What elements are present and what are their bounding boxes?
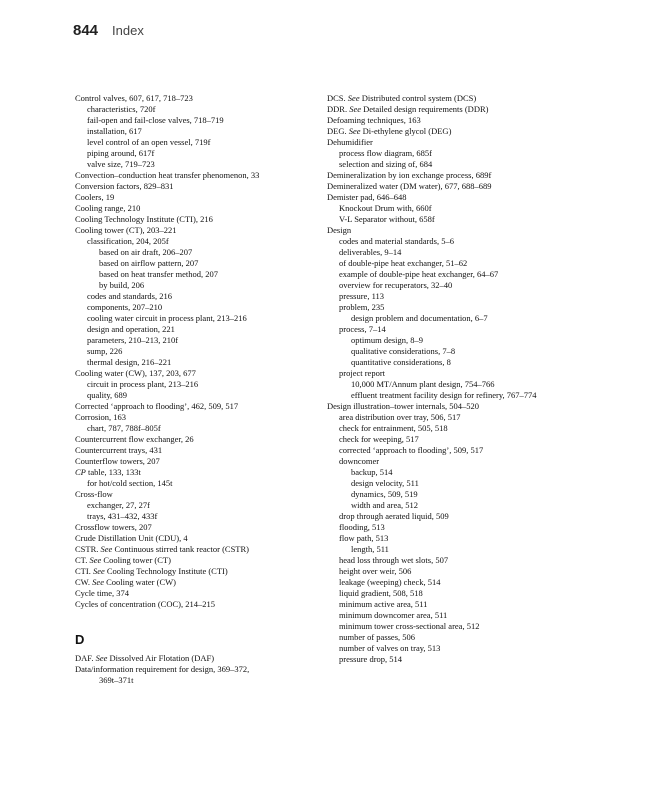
entry-text: Dehumidifier	[327, 137, 373, 147]
index-entry	[75, 214, 320, 225]
index-entry	[75, 269, 320, 280]
entry-italic: See	[347, 93, 360, 103]
index-entry	[327, 148, 577, 159]
entry-text: Dissolved Air Flotation (DAF)	[107, 653, 215, 663]
entry-text: deliverables, 9–14	[339, 247, 402, 257]
entry-text: components, 207–210	[87, 302, 163, 312]
entry-prefix: CT.	[75, 555, 90, 565]
index-entry	[327, 93, 577, 104]
index-entry	[75, 544, 320, 555]
index-entry	[75, 566, 320, 577]
entry-text: V-L Separator without, 658f	[339, 214, 435, 224]
index-entry	[75, 368, 320, 379]
index-entry	[75, 247, 320, 258]
entry-prefix: DDR.	[327, 104, 350, 114]
entry-text: Cooling water (CW)	[103, 577, 176, 587]
entry-text: Countercurrent flow exchanger, 26	[75, 434, 194, 444]
entry-text: exchanger, 27, 27f	[87, 500, 150, 510]
entry-text: downcomer	[339, 456, 380, 466]
index-entry	[327, 346, 577, 357]
index-entry	[327, 610, 577, 621]
entry-text: Crossflow towers, 207	[75, 522, 152, 532]
index-entry	[75, 379, 320, 390]
index-entry	[75, 280, 320, 291]
entry-text: Cycles of concentration (COC), 214–215	[75, 599, 215, 609]
index-entry	[327, 533, 577, 544]
entry-text: design and operation, 221	[87, 324, 175, 334]
index-entry	[75, 159, 320, 170]
entry-text: codes and material standards, 5–6	[339, 236, 454, 246]
index-entry	[327, 104, 577, 115]
index-entry	[75, 346, 320, 357]
index-entry	[75, 291, 320, 302]
entry-text: Cross-flow	[75, 489, 113, 499]
entry-italic: See	[92, 566, 105, 576]
entry-text: Corrected ‘approach to flooding’, 462, 509, 517	[75, 401, 239, 411]
index-column-left	[75, 93, 320, 686]
entry-italic: See	[348, 126, 361, 136]
entry-text: dynamics, 509, 519	[351, 489, 418, 499]
entry-text: Knockout Drum with, 660f	[339, 203, 432, 213]
entry-text: pressure drop, 514	[339, 654, 403, 664]
entry-text: project report	[339, 368, 386, 378]
entry-text: minimum active area, 511	[339, 599, 428, 609]
index-entry	[75, 664, 320, 675]
entry-text: based on heat transfer method, 207	[99, 269, 218, 279]
entry-text: head loss through wet slots, 507	[339, 555, 449, 565]
entry-text: minimum downcomer area, 511	[339, 610, 448, 620]
index-entry	[327, 401, 577, 412]
entry-text: Countercurrent trays, 431	[75, 445, 163, 455]
index-entry	[75, 522, 320, 533]
index-entry	[75, 115, 320, 126]
entry-text: Control valves, 607, 617, 718–723	[75, 93, 193, 103]
entry-text: length, 511	[351, 544, 389, 554]
page-number: 844	[73, 22, 99, 39]
index-entry	[75, 489, 320, 500]
index-entry	[327, 467, 577, 478]
index-entry	[327, 247, 577, 258]
index-entry	[75, 456, 320, 467]
entry-text: number of valves on tray, 513	[339, 643, 441, 653]
entry-text: example of double-pipe heat exchanger, 64–67	[339, 269, 499, 279]
entry-text: Corrosion, 163	[75, 412, 126, 422]
entry-text: Cooling tower (CT)	[101, 555, 171, 565]
index-entry	[327, 357, 577, 368]
section-letter: D	[75, 632, 85, 647]
entry-text: width and area, 512	[351, 500, 419, 510]
running-head: Index	[112, 23, 144, 38]
index-entry	[75, 170, 320, 181]
entry-text: process, 7–14	[339, 324, 386, 334]
entry-text: area distribution over tray, 506, 517	[339, 412, 461, 422]
entry-text: Counterflow towers, 207	[75, 456, 160, 466]
index-entry	[327, 434, 577, 445]
index-entry	[75, 599, 320, 610]
index-entry	[75, 181, 320, 192]
entry-text: liquid gradient, 508, 518	[339, 588, 423, 598]
index-entry	[327, 555, 577, 566]
page-header	[73, 22, 144, 44]
index-entry	[75, 675, 320, 686]
index-entry	[75, 478, 320, 489]
index-entry	[327, 225, 577, 236]
entry-text: Cooling water (CW), 137, 203, 677	[75, 368, 196, 378]
entry-text: number of passes, 506	[339, 632, 416, 642]
entry-text: check for weeping, 517	[339, 434, 419, 444]
entry-text: backup, 514	[351, 467, 393, 477]
index-entry	[75, 390, 320, 401]
entry-text: Distributed control system (DCS)	[359, 93, 477, 103]
entry-text: table, 133, 133t	[85, 467, 141, 477]
entry-text: Di-ethylene glycol (DEG)	[360, 126, 452, 136]
entry-text: Demineralization by ion exchange process, 689f	[327, 170, 492, 180]
index-entry	[75, 137, 320, 148]
index-entry	[327, 654, 577, 665]
index-entry	[327, 489, 577, 500]
index-entry	[75, 577, 320, 588]
index-entry	[327, 621, 577, 632]
entry-prefix: DCS.	[327, 93, 348, 103]
entry-italic: See	[100, 544, 113, 554]
entry-text: Convection–conduction heat transfer phenomenon, 33	[75, 170, 260, 180]
index-entry	[327, 214, 577, 225]
entry-text: cooling water circuit in process plant, 213–216	[87, 313, 247, 323]
entry-text: Design illustration–tower internals, 504–520	[327, 401, 480, 411]
entry-text: for hot/cold section, 145t	[87, 478, 173, 488]
entry-text: piping around, 617f	[87, 148, 155, 158]
index-entry	[75, 500, 320, 511]
entry-text: Demister pad, 646–648	[327, 192, 407, 202]
index-entry	[327, 192, 577, 203]
index-entry	[75, 511, 320, 522]
index-entry	[75, 192, 320, 203]
index-entry	[327, 115, 577, 126]
index-entry	[327, 577, 577, 588]
entry-italic: CP	[75, 467, 86, 477]
entry-prefix: DAF.	[75, 653, 96, 663]
index-entry	[327, 478, 577, 489]
entry-prefix: DEG.	[327, 126, 349, 136]
index-entry	[327, 390, 577, 401]
entry-text: based on airflow pattern, 207	[99, 258, 199, 268]
index-entry	[327, 335, 577, 346]
entry-text: based on air draft, 206–207	[99, 247, 193, 257]
index-entry	[75, 313, 320, 324]
index-entry	[327, 203, 577, 214]
index-entry	[75, 401, 320, 412]
index-entry	[75, 434, 320, 445]
entry-text: qualitative considerations, 7–8	[351, 346, 456, 356]
index-entry	[75, 126, 320, 137]
index-entry	[327, 588, 577, 599]
index-entry	[327, 170, 577, 181]
entry-text: codes and standards, 216	[87, 291, 172, 301]
index-entry	[75, 203, 320, 214]
entry-prefix: CTI.	[75, 566, 93, 576]
index-entry	[327, 280, 577, 291]
entry-text: parameters, 210–213, 210f	[87, 335, 179, 345]
index-entry	[327, 313, 577, 324]
index-entry	[75, 225, 320, 236]
entry-text: Continuous stirred tank reactor (CSTR)	[112, 544, 249, 554]
index-entry	[327, 544, 577, 555]
index-column-right	[327, 93, 577, 665]
index-entry	[327, 379, 577, 390]
index-entry	[327, 302, 577, 313]
entry-prefix: CSTR.	[75, 544, 101, 554]
index-entry	[75, 324, 320, 335]
index-entry	[75, 653, 320, 664]
entry-text: Crude Distillation Unit (CDU), 4	[75, 533, 188, 543]
index-entry	[327, 423, 577, 434]
index-entry	[327, 599, 577, 610]
entry-text: optimum design, 8–9	[351, 335, 424, 345]
index-entry	[327, 456, 577, 467]
entry-text: Defoaming techniques, 163	[327, 115, 421, 125]
index-entry	[327, 291, 577, 302]
entry-text: process flow diagram, 685f	[339, 148, 433, 158]
index-entry	[327, 324, 577, 335]
entry-text: overview for recuperators, 32–40	[339, 280, 453, 290]
entry-text: design problem and documentation, 6–7	[351, 313, 488, 323]
entry-text: of double-pipe heat exchanger, 51–62	[339, 258, 468, 268]
entry-text: Cooling Technology Institute (CTI)	[104, 566, 228, 576]
index-entry	[75, 445, 320, 456]
entry-prefix: CW.	[75, 577, 93, 587]
entry-text: Cooling Technology Institute (CTI), 216	[75, 214, 213, 224]
entry-text: leakage (weeping) check, 514	[339, 577, 441, 587]
index-entry	[75, 104, 320, 115]
entry-text: chart, 787, 788f–805f	[87, 423, 161, 433]
entry-text: design velocity, 511	[351, 478, 419, 488]
entry-text: 369t–371t	[99, 675, 134, 685]
index-entry	[75, 533, 320, 544]
index-entry	[327, 258, 577, 269]
entry-text: minimum tower cross-sectional area, 512	[339, 621, 480, 631]
index-entry	[75, 302, 320, 313]
index-entry	[327, 368, 577, 379]
index-entry	[75, 335, 320, 346]
index-entry	[327, 269, 577, 280]
index-entry	[75, 423, 320, 434]
entry-text: circuit in process plant, 213–216	[87, 379, 199, 389]
entry-text: Coolers, 19	[75, 192, 115, 202]
entry-italic: See	[89, 555, 102, 565]
entry-text: flow path, 513	[339, 533, 389, 543]
entry-text: quality, 689	[87, 390, 128, 400]
entry-text: thermal design, 216–221	[87, 357, 172, 367]
index-entry	[327, 522, 577, 533]
entry-text: characteristics, 720f	[87, 104, 156, 114]
index-entry	[327, 643, 577, 654]
entry-text: installation, 617	[87, 126, 142, 136]
index-entry	[327, 412, 577, 423]
entry-text: Detailed design requirements (DDR)	[361, 104, 489, 114]
entry-italic: See	[95, 653, 108, 663]
entry-text: flooding, 513	[339, 522, 385, 532]
entry-text: Cycle time, 374	[75, 588, 130, 598]
entry-text: 10,000 MT/Annum plant design, 754–766	[351, 379, 495, 389]
index-entry	[327, 632, 577, 643]
index-entry	[75, 357, 320, 368]
index-entry	[327, 511, 577, 522]
index-entry	[327, 500, 577, 511]
index-entry	[75, 588, 320, 599]
entry-italic: See	[92, 577, 104, 587]
entry-text: valve size, 719–723	[87, 159, 155, 169]
index-entry	[75, 148, 320, 159]
index-entry	[327, 566, 577, 577]
index-entry	[327, 445, 577, 456]
entry-text: Cooling tower (CT), 203–221	[75, 225, 177, 235]
entry-text: level control of an open vessel, 719f	[87, 137, 211, 147]
entry-text: problem, 235	[339, 302, 385, 312]
index-entry	[327, 181, 577, 192]
index-entry	[75, 467, 320, 478]
entry-text: Demineralized water (DM water), 677, 688–689	[327, 181, 492, 191]
entry-italic: See	[349, 104, 361, 114]
entry-text: Conversion factors, 829–831	[75, 181, 174, 191]
entry-text: by build, 206	[99, 280, 145, 290]
index-entry	[75, 258, 320, 269]
entry-text: height over weir, 506	[339, 566, 412, 576]
entry-text: pressure, 113	[339, 291, 385, 301]
index-entry	[327, 159, 577, 170]
entry-text: quantitative considerations, 8	[351, 357, 451, 367]
entry-text: classification, 204, 205f	[87, 236, 169, 246]
entry-text: check for entrainment, 505, 518	[339, 423, 448, 433]
entry-text: Design	[327, 225, 352, 235]
entry-text: trays, 431–432, 433f	[87, 511, 158, 521]
entry-text: sump, 226	[87, 346, 123, 356]
index-entry	[327, 236, 577, 247]
entry-text: effluent treatment facility design for refinery, 767–774	[351, 390, 537, 400]
entry-text: drop through aerated liquid, 509	[339, 511, 449, 521]
index-entry	[75, 412, 320, 423]
index-entry	[327, 137, 577, 148]
index-entry	[75, 555, 320, 566]
entry-text: Data/information requirement for design, 369–372,	[75, 664, 250, 674]
entry-text: fail-open and fail-close valves, 718–719	[87, 115, 224, 125]
index-entry	[327, 126, 577, 137]
index-entry	[75, 93, 320, 104]
entry-text: Cooling range, 210	[75, 203, 141, 213]
entry-text: corrected ‘approach to flooding’, 509, 517	[339, 445, 484, 455]
entry-text: selection and sizing of, 684	[339, 159, 433, 169]
index-entry	[75, 236, 320, 247]
